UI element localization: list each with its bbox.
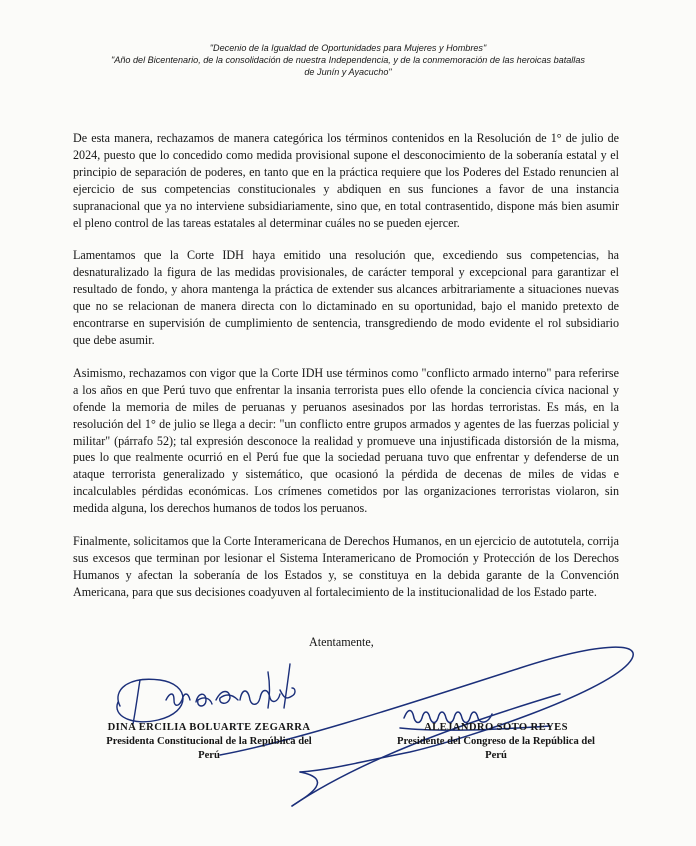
paragraph-3: Asimismo, rechazamos con vigor que la Corte IDH use términos como "conflicto armado interno" para referirse a los años en que Perú tuvo que enfrentar la insania terrorista pues ello ofende la conciencia cívica nacional y ofende la memoria de miles de peruanas y peruanos asesinados por las hordas terroristas. Es más, en la resolución del 1° de julio se llega a decir: "un conflicto entre grupos armados y agentes de las fuerzas policial y militar" (párrafo 52); tal expresión desconoce la realidad y promueve una injustificada distorsión de la misma, pues lo que realmente ocurrió en el Perú fue que la sociedad peruana tuvo que enfrentar y defenderse de un ataque terrorista generalizado y sistemático, que ocasionó la pérdida de decenas de miles de vidas e incalculables pérdidas económicas. Los crímenes cometidos por las organizaciones terroristas violaron, sin medida alguna, los derechos humanos de todos los peruanos. bbox=[73, 365, 619, 516]
letter-body bbox=[73, 130, 619, 617]
signature-boluarte bbox=[117, 664, 295, 724]
motto-line-2: "Año del Bicentenario, de la consolidación de nuestra Independencia, y de la conmemoración de las heroicas batallas bbox=[111, 55, 585, 65]
signatory-country: Perú bbox=[198, 750, 220, 761]
paragraph-1: De esta manera, rechazamos de manera categórica los términos contenidos en la Resolución de 1° de julio de 2024, puesto que lo concedido como medida provisional supone el desconocimiento de la soberanía estatal y el principio de separación de poderes, en tanto que en la práctica requiere que los Poderes del Estado renuncien al ejercicio de sus competencias constitucionales y abdiquen en sus funciones a favor de una instancia supranacional que ya no interviene subsidiariamente, sino que, en total contrasentido, dispone más bien asumir el pleno control de las tareas estatales al determinar cuáles no se pueden ejercer. bbox=[73, 131, 619, 230]
signatory-name: DINA ERCILIA BOLUARTE ZEGARRA bbox=[107, 722, 311, 733]
signatory-name: ALEJANDRO SOTO REYES bbox=[424, 722, 568, 733]
paragraph-2: Lamentamos que la Corte IDH haya emitido una resolución que, excediendo sus competencias, ha desnaturalizado la figura de las medidas provisionales, de carácter temporal y excepcional para garantizar el resultado de fondo, y ahora mantenga la práctica de extender sus alcances arbitrariamente a situaciones nuevas que no se relacionan de manera directa con lo dictaminado en su oportunidad, bajo el manido pretexto de encontrarse en supervisión de cumplimiento de sentencia, transgrediendo de modo evidente el rol subsidiario que debe asumir. bbox=[73, 248, 619, 347]
letterhead-mottos bbox=[60, 42, 636, 78]
signatory-block-boluarte bbox=[78, 721, 340, 763]
signatory-country: Perú bbox=[485, 750, 507, 761]
paragraph-4: Finalmente, solicitamos que la Corte Interamericana de Derechos Humanos, en un ejercicio de autotutela, corrija sus excesos que terminan por lesionar el Sistema Interamericano de Promoción y Protección de los Derechos Humanos y afectan la soberanía de los Estados y, se constituya en la debida garante de la Convención Americana, para que sus decisiones coadyuven al fortalecimiento de la institucionalidad de los Estado parte. bbox=[73, 534, 619, 599]
motto-line-3: de Junín y Ayacucho" bbox=[304, 67, 392, 77]
signatory-title: Presidenta Constitucional de la República del bbox=[106, 736, 312, 747]
closing-salutation: Atentamente, bbox=[309, 635, 374, 649]
signatory-block-soto bbox=[362, 721, 630, 763]
signatory-title: Presidente del Congreso de la República del bbox=[397, 736, 595, 747]
motto-line-1: "Decenio de la Igualdad de Oportunidades para Mujeres y Hombres" bbox=[209, 43, 487, 53]
